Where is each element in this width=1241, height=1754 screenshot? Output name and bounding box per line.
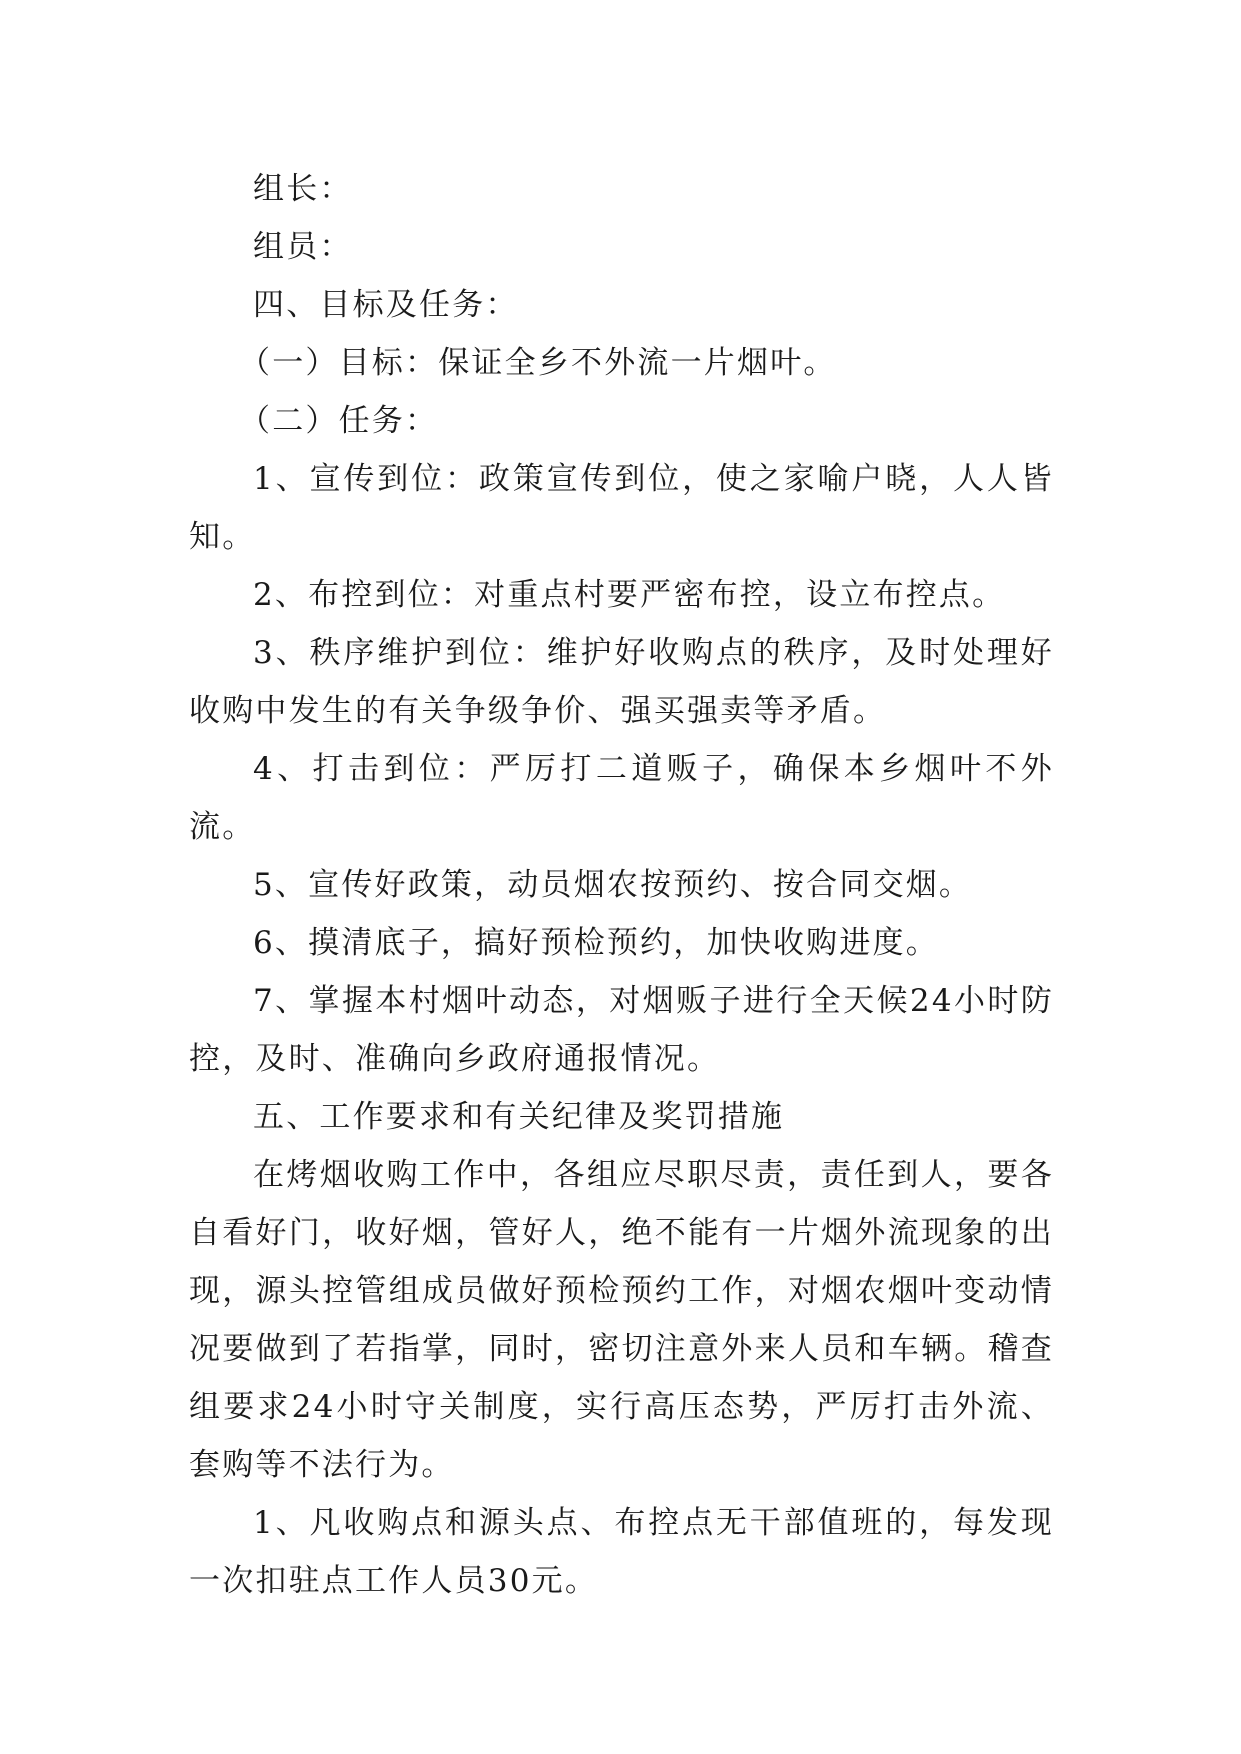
paragraph-task-7: 7、掌握本村烟叶动态，对烟贩子进行全天候24小时防控，及时、准确向乡政府通报情况。 — [189, 983, 1054, 1077]
paragraph-task-5: 5、宣传好政策，动员烟农按预约、按合同交烟。 — [253, 867, 973, 903]
document-body — [189, 160, 1054, 1610]
paragraph-requirements-body: 在烤烟收购工作中，各组应尽职尽责，责任到人，要各自看好门，收好烟，管好人，绝不能有一片烟外流现象的出现，源头控管组成员做好预检预约工作，对烟农烟叶变动情况要做到了若指掌，同时，密切注意外来人员和车辆。稽查组要求24小时守关制度，实行高压态势，严厉打击外流、套购等不法行为。 — [189, 1157, 1054, 1483]
paragraph-task-1: 1、宣传到位：政策宣传到位，使之家喻户晓，人人皆知。 — [189, 461, 1054, 555]
paragraph-goal: （一）目标：保证全乡不外流一片烟叶。 — [239, 345, 837, 381]
paragraph-task-6: 6、摸清底子，搞好预检预约，加快收购进度。 — [253, 925, 939, 961]
paragraph-tasks-heading: （二）任务： — [239, 403, 439, 439]
paragraph-penalty-1: 1、凡收购点和源头点、布控点无干部值班的，每发现一次扣驻点工作人员30元。 — [189, 1505, 1054, 1599]
paragraph-group-leader: 组长： — [253, 171, 353, 207]
section-heading-requirements: 五、工作要求和有关纪律及奖罚措施 — [253, 1099, 785, 1135]
paragraph-group-members: 组员： — [253, 229, 353, 265]
paragraph-task-3: 3、秩序维护到位：维护好收购点的秩序，及时处理好收购中发生的有关争级争价、强买强卖等矛盾。 — [189, 635, 1054, 729]
paragraph-task-4: 4、打击到位：严厉打二道贩子，确保本乡烟叶不外流。 — [189, 751, 1054, 845]
paragraph-task-2: 2、布控到位：对重点村要严密布控，设立布控点。 — [253, 577, 1006, 613]
section-heading-goals-tasks: 四、目标及任务： — [253, 287, 519, 323]
